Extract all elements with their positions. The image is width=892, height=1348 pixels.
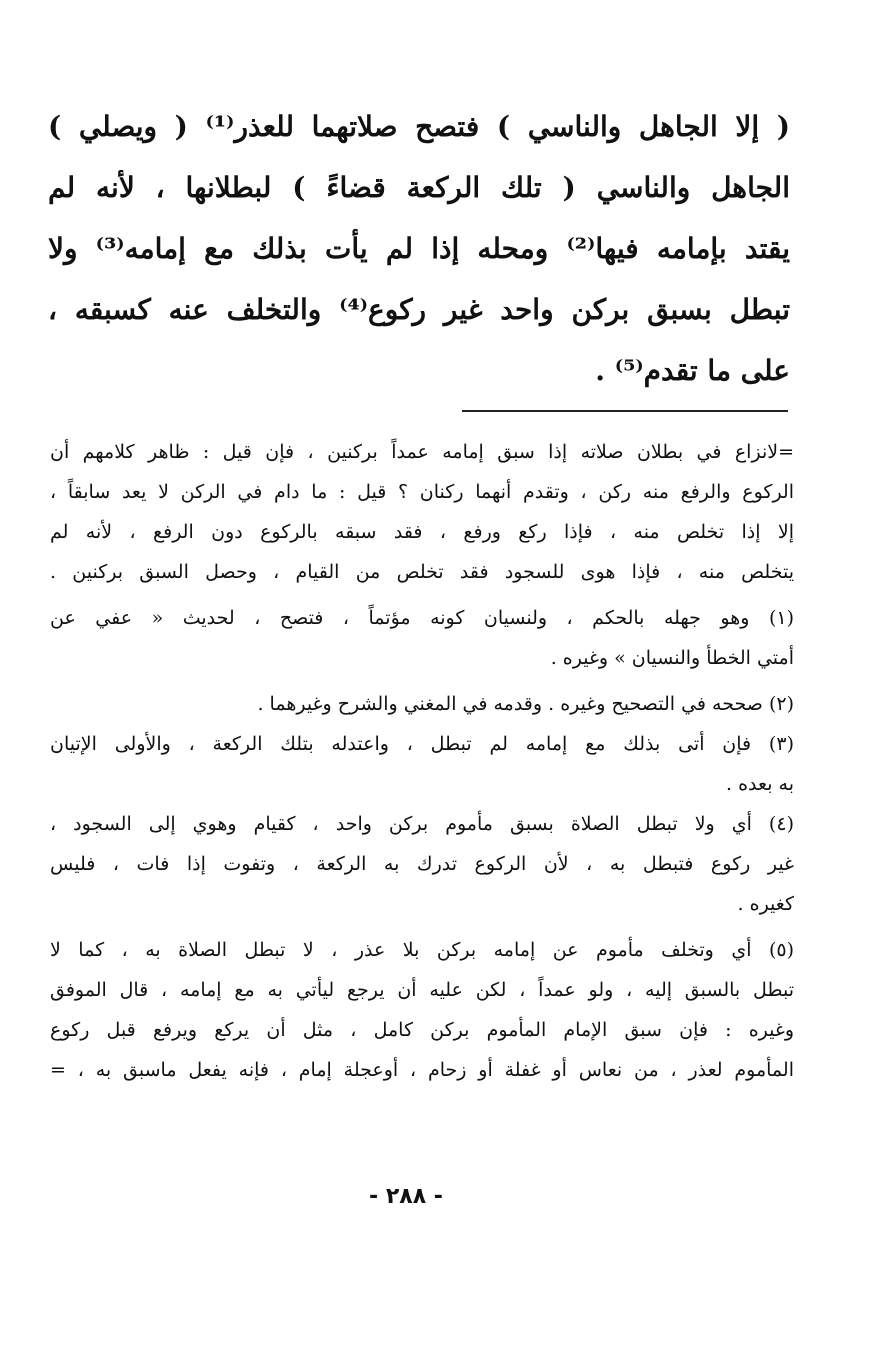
footnote-line: (٣) فإن أتى بذلك مع إمامه لم تبطل ، واعتدله بتلك الركعة ، والأولى الإتيان (50, 733, 794, 755)
footnote-5 (50, 930, 794, 1090)
footnote-separator (462, 410, 788, 412)
footnote-continuation (50, 432, 794, 592)
footnote-2 (50, 684, 794, 724)
footnote-line: به بعده . (726, 773, 794, 795)
footnote-line: =لانزاع في بطلان صلاته إذا سبق إمامه عمداً بركنين ، فإن قيل : ظاهر كلامهم أن (50, 441, 794, 463)
footnote-line: كغيره . (737, 893, 794, 915)
footnote-1 (50, 598, 794, 678)
footnote-line: المأموم لعذر ، من نعاس أو غفلة أو زحام ، أوعجلة إمام ، فإنه يفعل ماسبق به ، = (50, 1059, 794, 1081)
page-number: - ٢٨٨ - (369, 1184, 443, 1209)
footnote-line: تبطل بالسبق إليه ، ولو عمداً ، لكن عليه أن يرجع ليأتي به مع إمامه ، قال الموفق (50, 979, 794, 1001)
main-text-line: على ما تقدم⁽⁵⁾ . (595, 354, 790, 387)
footnotes-block (50, 432, 794, 1090)
footnote-line: الركوع والرفع منه ركن ، وتقدم أنهما ركنان ؟ قيل : ما دام في الركن لا يعد سابقاً ، (50, 481, 794, 503)
footnote-line: (١) وهو جهله بالحكم ، ولنسيان كونه مؤتماً ، فتصح ، لحديث « عفي عن (50, 607, 794, 629)
footnote-line: غير ركوع فتبطل به ، لأن الركوع تدرك به الركعة ، وتفوت إذا فات ، فليس (50, 853, 794, 875)
main-text-line: ( إلا الجاهل والناسي ) فتصح صلاتهما للعذر⁽¹⁾ ( ويصلي ) (48, 110, 790, 143)
footnote-line: (٢) صححه في التصحيح وغيره . وقدمه في المغني والشرح وغيرهما . (257, 693, 794, 715)
footnote-line: (٤) أي ولا تبطل الصلاة بسبق مأموم بركن واحد ، كقيام وهوي إلى السجود ، (50, 813, 794, 835)
footnote-line: وغيره : فإن سبق الإمام المأموم بركن كامل ، مثل أن يركع ويرفع قبل ركوع (50, 1019, 794, 1041)
main-text-line: الجاهل والناسي ( تلك الركعة قضاءً ) لبطلانها ، لأنه لم (48, 171, 790, 204)
main-text-block (48, 96, 790, 401)
footnote-line: أمتي الخطأ والنسيان » وغيره . (550, 647, 794, 669)
main-text-line: يقتد بإمامه فيها⁽²⁾ ومحله إذا لم يأت بذلك مع إمامه⁽³⁾ ولا (48, 232, 790, 265)
footnote-line: إلا إذا تخلص منه ، فإذا ركع ورفع ، فقد سبقه بالركوع دون الرفع ، لأنه لم (50, 521, 794, 543)
footnote-line: يتخلص منه ، فإذا هوى للسجود فقد تخلص من القيام ، وحصل السبق بركنين . (50, 561, 794, 583)
main-text-line: تبطل بسبق بركن واحد غير ركوع⁽⁴⁾ والتخلف عنه كسبقه ، (48, 293, 790, 326)
footnote-4 (50, 804, 794, 924)
footnote-3 (50, 724, 794, 804)
footnote-line: (٥) أي وتخلف مأموم عن إمامه بركن بلا عذر ، لا تبطل الصلاة به ، كما لا (50, 939, 794, 961)
